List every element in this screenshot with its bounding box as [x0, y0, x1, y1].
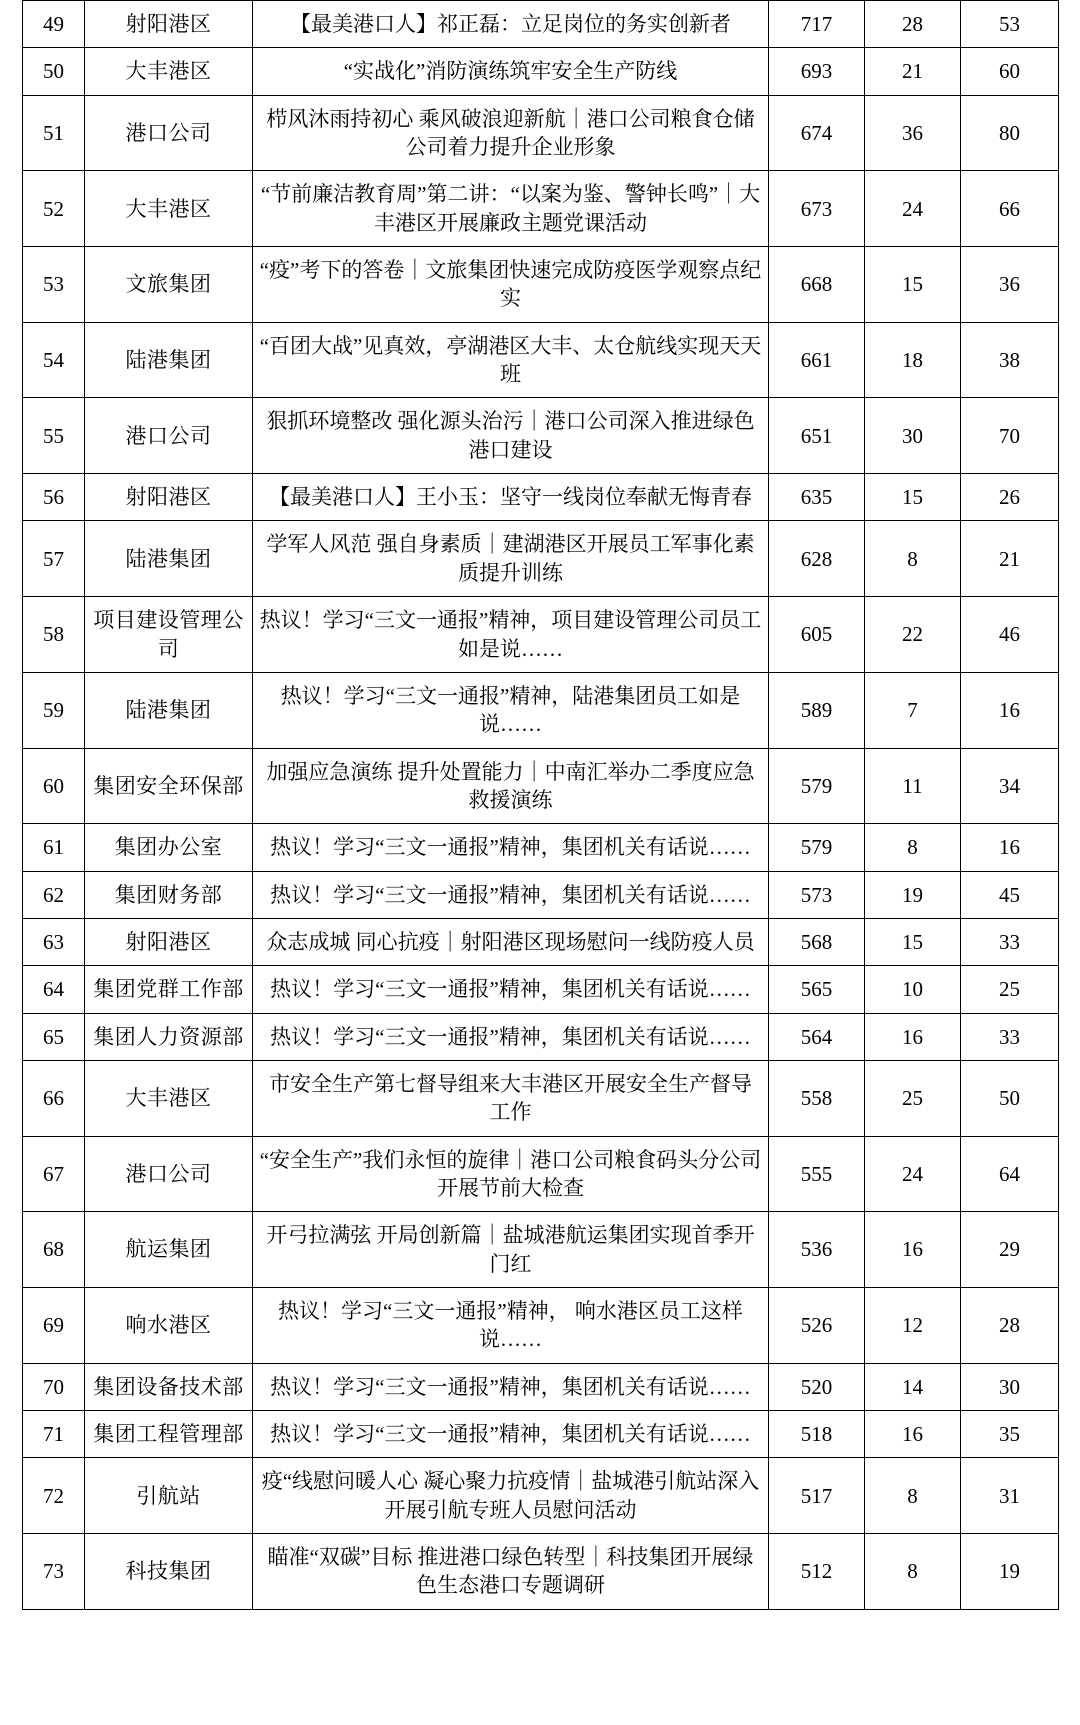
cell-likes: 8 — [865, 521, 961, 597]
cell-index: 71 — [23, 1411, 85, 1458]
cell-likes: 36 — [865, 95, 961, 171]
cell-title: 市安全生产第七督导组来大丰港区开展安全生产督导工作 — [253, 1060, 769, 1136]
cell-index: 57 — [23, 521, 85, 597]
table-row — [23, 1411, 1059, 1458]
cell-unit: 港口公司 — [85, 398, 253, 474]
cell-unit: 响水港区 — [85, 1288, 253, 1364]
cell-shares: 35 — [961, 1411, 1059, 1458]
table-row — [23, 1136, 1059, 1212]
cell-reads: 565 — [769, 966, 865, 1013]
cell-unit: 集团办公室 — [85, 824, 253, 871]
cell-unit: 引航站 — [85, 1458, 253, 1534]
cell-unit: 大丰港区 — [85, 1060, 253, 1136]
cell-likes: 16 — [865, 1013, 961, 1060]
table-row — [23, 824, 1059, 871]
cell-shares: 80 — [961, 95, 1059, 171]
cell-shares: 21 — [961, 521, 1059, 597]
cell-index: 54 — [23, 322, 85, 398]
cell-likes: 15 — [865, 918, 961, 965]
table-row — [23, 966, 1059, 1013]
cell-likes: 18 — [865, 322, 961, 398]
cell-title: 热议！学习“三文一通报”精神， 响水港区员工这样说…… — [253, 1288, 769, 1364]
cell-shares: 19 — [961, 1534, 1059, 1610]
table-body — [23, 1, 1059, 1610]
cell-index: 68 — [23, 1212, 85, 1288]
table-row — [23, 1013, 1059, 1060]
cell-reads: 693 — [769, 48, 865, 95]
table-row — [23, 1288, 1059, 1364]
table-row — [23, 474, 1059, 521]
cell-likes: 28 — [865, 1, 961, 48]
cell-unit: 集团财务部 — [85, 871, 253, 918]
cell-unit: 项目建设管理公司 — [85, 597, 253, 673]
cell-shares: 31 — [961, 1458, 1059, 1534]
cell-reads: 558 — [769, 1060, 865, 1136]
cell-title: “节前廉洁教育周”第二讲：“以案为鉴、警钟长鸣”｜大丰港区开展廉政主题党课活动 — [253, 171, 769, 247]
cell-likes: 12 — [865, 1288, 961, 1364]
cell-index: 51 — [23, 95, 85, 171]
cell-likes: 19 — [865, 871, 961, 918]
cell-reads: 555 — [769, 1136, 865, 1212]
cell-likes: 25 — [865, 1060, 961, 1136]
cell-shares: 33 — [961, 918, 1059, 965]
cell-shares: 16 — [961, 672, 1059, 748]
cell-reads: 520 — [769, 1363, 865, 1410]
cell-shares: 16 — [961, 824, 1059, 871]
cell-title: 热议！学习“三文一通报”精神，项目建设管理公司员工如是说…… — [253, 597, 769, 673]
cell-index: 59 — [23, 672, 85, 748]
table-row — [23, 1, 1059, 48]
table-row — [23, 672, 1059, 748]
table-row — [23, 1212, 1059, 1288]
table-row — [23, 1458, 1059, 1534]
cell-reads: 564 — [769, 1013, 865, 1060]
cell-index: 67 — [23, 1136, 85, 1212]
table-row — [23, 95, 1059, 171]
table-row — [23, 1060, 1059, 1136]
cell-reads: 579 — [769, 824, 865, 871]
cell-reads: 661 — [769, 322, 865, 398]
cell-title: 热议！学习“三文一通报”精神，集团机关有话说…… — [253, 1363, 769, 1410]
cell-reads: 673 — [769, 171, 865, 247]
cell-likes: 16 — [865, 1411, 961, 1458]
cell-likes: 8 — [865, 824, 961, 871]
table-row — [23, 171, 1059, 247]
cell-unit: 集团工程管理部 — [85, 1411, 253, 1458]
cell-reads: 668 — [769, 247, 865, 323]
cell-shares: 25 — [961, 966, 1059, 1013]
cell-index: 49 — [23, 1, 85, 48]
cell-title: 热议！学习“三文一通报”精神，集团机关有话说…… — [253, 1411, 769, 1458]
cell-unit: 港口公司 — [85, 1136, 253, 1212]
cell-title: “安全生产”我们永恒的旋律｜港口公司粮食码头分公司开展节前大检查 — [253, 1136, 769, 1212]
cell-reads: 589 — [769, 672, 865, 748]
cell-likes: 14 — [865, 1363, 961, 1410]
cell-title: 热议！学习“三文一通报”精神，陆港集团员工如是说…… — [253, 672, 769, 748]
cell-likes: 8 — [865, 1458, 961, 1534]
cell-title: “百团大战”见真效，亭湖港区大丰、太仓航线实现天天班 — [253, 322, 769, 398]
cell-index: 70 — [23, 1363, 85, 1410]
cell-shares: 26 — [961, 474, 1059, 521]
cell-title: 加强应急演练 提升处置能力｜中南汇举办二季度应急救援演练 — [253, 748, 769, 824]
cell-title: 疫“线慰问暖人心 凝心聚力抗疫情｜盐城港引航站深入开展引航专班人员慰问活动 — [253, 1458, 769, 1534]
cell-shares: 29 — [961, 1212, 1059, 1288]
cell-title: 热议！学习“三文一通报”精神，集团机关有话说…… — [253, 966, 769, 1013]
cell-index: 58 — [23, 597, 85, 673]
cell-likes: 8 — [865, 1534, 961, 1610]
cell-unit: 集团安全环保部 — [85, 748, 253, 824]
cell-unit: 射阳港区 — [85, 1, 253, 48]
cell-reads: 628 — [769, 521, 865, 597]
cell-title: 热议！学习“三文一通报”精神，集团机关有话说…… — [253, 871, 769, 918]
cell-likes: 16 — [865, 1212, 961, 1288]
cell-index: 69 — [23, 1288, 85, 1364]
cell-unit: 陆港集团 — [85, 521, 253, 597]
cell-reads: 526 — [769, 1288, 865, 1364]
cell-likes: 7 — [865, 672, 961, 748]
cell-title: 瞄准“双碳”目标 推进港口绿色转型｜科技集团开展绿色生态港口专题调研 — [253, 1534, 769, 1610]
cell-shares: 30 — [961, 1363, 1059, 1410]
cell-likes: 24 — [865, 1136, 961, 1212]
cell-index: 61 — [23, 824, 85, 871]
cell-title: 狠抓环境整改 强化源头治污｜港口公司深入推进绿色港口建设 — [253, 398, 769, 474]
cell-shares: 45 — [961, 871, 1059, 918]
cell-reads: 651 — [769, 398, 865, 474]
cell-shares: 60 — [961, 48, 1059, 95]
table-row — [23, 1363, 1059, 1410]
cell-shares: 28 — [961, 1288, 1059, 1364]
cell-title: 众志成城 同心抗疫｜射阳港区现场慰问一线防疫人员 — [253, 918, 769, 965]
cell-unit: 文旅集团 — [85, 247, 253, 323]
cell-index: 64 — [23, 966, 85, 1013]
cell-unit: 航运集团 — [85, 1212, 253, 1288]
cell-reads: 536 — [769, 1212, 865, 1288]
table-row — [23, 398, 1059, 474]
cell-index: 65 — [23, 1013, 85, 1060]
cell-index: 55 — [23, 398, 85, 474]
table-row — [23, 48, 1059, 95]
cell-shares: 38 — [961, 322, 1059, 398]
cell-reads: 517 — [769, 1458, 865, 1534]
cell-shares: 64 — [961, 1136, 1059, 1212]
cell-shares: 50 — [961, 1060, 1059, 1136]
cell-reads: 635 — [769, 474, 865, 521]
cell-shares: 34 — [961, 748, 1059, 824]
cell-unit: 射阳港区 — [85, 918, 253, 965]
cell-unit: 集团人力资源部 — [85, 1013, 253, 1060]
cell-reads: 579 — [769, 748, 865, 824]
cell-shares: 70 — [961, 398, 1059, 474]
cell-unit: 集团设备技术部 — [85, 1363, 253, 1410]
cell-likes: 11 — [865, 748, 961, 824]
cell-title: “疫”考下的答卷｜文旅集团快速完成防疫医学观察点纪实 — [253, 247, 769, 323]
cell-reads: 512 — [769, 1534, 865, 1610]
cell-index: 52 — [23, 171, 85, 247]
cell-index: 60 — [23, 748, 85, 824]
cell-shares: 53 — [961, 1, 1059, 48]
cell-title: 【最美港口人】祁正磊：立足岗位的务实创新者 — [253, 1, 769, 48]
cell-unit: 陆港集团 — [85, 672, 253, 748]
cell-index: 73 — [23, 1534, 85, 1610]
table-row — [23, 1534, 1059, 1610]
table-row — [23, 871, 1059, 918]
cell-unit: 科技集团 — [85, 1534, 253, 1610]
cell-title: 热议！学习“三文一通报”精神，集团机关有话说…… — [253, 824, 769, 871]
table-row — [23, 597, 1059, 673]
cell-likes: 15 — [865, 247, 961, 323]
statistics-table — [22, 0, 1059, 1610]
cell-unit: 港口公司 — [85, 95, 253, 171]
cell-index: 72 — [23, 1458, 85, 1534]
cell-index: 66 — [23, 1060, 85, 1136]
table-row — [23, 918, 1059, 965]
cell-shares: 33 — [961, 1013, 1059, 1060]
table-row — [23, 247, 1059, 323]
cell-shares: 46 — [961, 597, 1059, 673]
cell-reads: 518 — [769, 1411, 865, 1458]
cell-reads: 573 — [769, 871, 865, 918]
cell-unit: 射阳港区 — [85, 474, 253, 521]
cell-reads: 568 — [769, 918, 865, 965]
cell-shares: 36 — [961, 247, 1059, 323]
cell-title: “实战化”消防演练筑牢安全生产防线 — [253, 48, 769, 95]
table-row — [23, 322, 1059, 398]
cell-reads: 605 — [769, 597, 865, 673]
cell-title: 【最美港口人】王小玉：坚守一线岗位奉献无悔青春 — [253, 474, 769, 521]
cell-unit: 大丰港区 — [85, 171, 253, 247]
cell-title: 开弓拉满弦 开局创新篇｜盐城港航运集团实现首季开门红 — [253, 1212, 769, 1288]
cell-index: 53 — [23, 247, 85, 323]
cell-title: 学军人风范 强自身素质｜建湖港区开展员工军事化素质提升训练 — [253, 521, 769, 597]
cell-title: 栉风沐雨持初心 乘风破浪迎新航｜港口公司粮食仓储公司着力提升企业形象 — [253, 95, 769, 171]
cell-likes: 21 — [865, 48, 961, 95]
table-row — [23, 748, 1059, 824]
cell-unit: 陆港集团 — [85, 322, 253, 398]
cell-unit: 集团党群工作部 — [85, 966, 253, 1013]
table-row — [23, 521, 1059, 597]
cell-unit: 大丰港区 — [85, 48, 253, 95]
cell-reads: 717 — [769, 1, 865, 48]
cell-likes: 15 — [865, 474, 961, 521]
cell-likes: 22 — [865, 597, 961, 673]
cell-likes: 24 — [865, 171, 961, 247]
cell-likes: 30 — [865, 398, 961, 474]
cell-index: 63 — [23, 918, 85, 965]
cell-shares: 66 — [961, 171, 1059, 247]
cell-index: 62 — [23, 871, 85, 918]
cell-index: 56 — [23, 474, 85, 521]
cell-reads: 674 — [769, 95, 865, 171]
cell-index: 50 — [23, 48, 85, 95]
cell-title: 热议！学习“三文一通报”精神，集团机关有话说…… — [253, 1013, 769, 1060]
cell-likes: 10 — [865, 966, 961, 1013]
